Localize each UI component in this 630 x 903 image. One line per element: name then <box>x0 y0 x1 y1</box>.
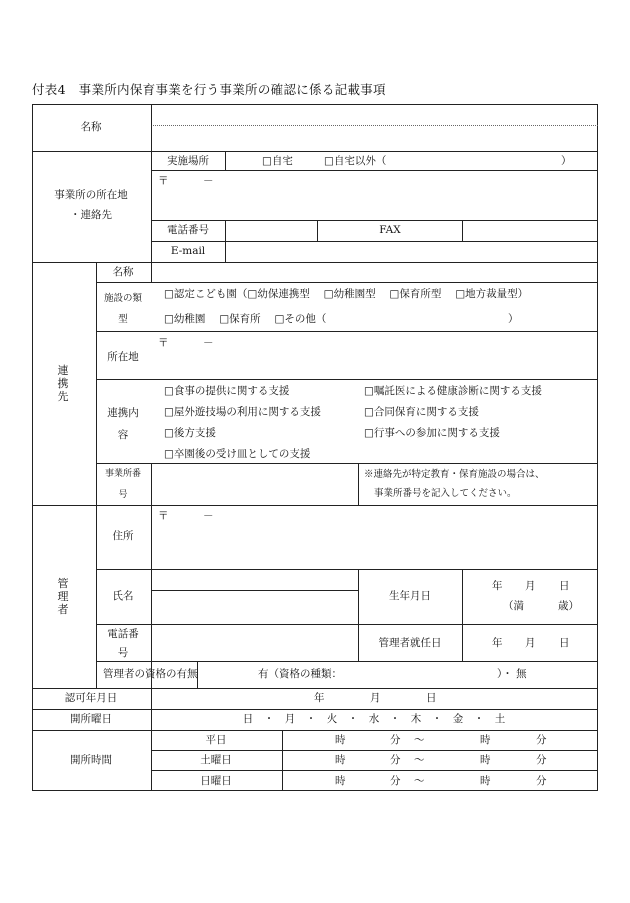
open-days-label: 開所曜日 <box>70 713 112 725</box>
column-divider <box>317 220 318 241</box>
manager-address-label: 住所 <box>112 530 134 542</box>
approval-day: 日 <box>426 692 437 704</box>
age-open: （満 <box>503 600 524 612</box>
birth-date-label: 生年月日 <box>389 590 431 602</box>
partner-postal-mark: 〒 <box>158 337 169 349</box>
content-option[interactable]: □食事の提供に関する支援 <box>164 385 290 397</box>
option-other-checkbox[interactable]: □自宅以外（ <box>324 155 387 167</box>
postal-mark: 〒 <box>158 175 169 187</box>
facility-type-label: 施設の類 <box>103 293 143 304</box>
phone-field[interactable] <box>226 221 316 240</box>
qualification-none-option[interactable]: ）・ 無 <box>497 668 527 680</box>
partner-section-label: 連携先 <box>57 364 69 403</box>
hours-end-hour: 時 <box>480 754 491 766</box>
hours-start-hour: 時 <box>335 775 346 787</box>
content-option[interactable]: □合同保育に関する支援 <box>364 406 479 418</box>
row-divider <box>151 770 598 771</box>
birth-month: 月 <box>525 580 536 592</box>
manager-address-field[interactable] <box>152 506 597 568</box>
content-option[interactable]: □屋外遊技場の利用に関する支援 <box>164 406 321 418</box>
row-divider <box>32 709 598 710</box>
qualification-have-option[interactable]: 有（資格の種類： <box>258 668 342 680</box>
facility-type-close: ） <box>508 313 519 325</box>
content-option[interactable]: □卒園後の受け皿としての支援 <box>164 448 311 460</box>
content-option[interactable]: □行事への参加に関する支援 <box>364 427 500 439</box>
phone-label: 電話番号 <box>167 224 209 236</box>
appointed-year: 年 <box>492 637 503 649</box>
content-option[interactable]: □嘱託医による健康診断に関する支援 <box>364 385 542 397</box>
appointed-day: 日 <box>559 637 570 649</box>
option-home-checkbox[interactable]: □自宅 <box>262 155 293 167</box>
hours-sep: ～ <box>414 754 425 766</box>
hours-sep: ～ <box>414 775 425 787</box>
row-divider <box>96 282 598 283</box>
partner-name-field[interactable] <box>152 263 597 282</box>
content-option[interactable]: □後方支援 <box>164 427 216 439</box>
approval-month: 月 <box>370 692 381 704</box>
hours-end-min: 分 <box>536 754 547 766</box>
column-divider <box>462 569 463 661</box>
manager-name-label: 氏名 <box>112 590 134 602</box>
business-number-label-2: 号 <box>118 490 128 500</box>
partner-content-label-2: 容 <box>117 429 129 441</box>
hours-end-min: 分 <box>536 734 547 746</box>
age-close: 歳） <box>558 600 579 612</box>
row-divider <box>32 730 598 731</box>
partner-address-field[interactable] <box>152 332 597 378</box>
hours-sep: ～ <box>414 734 425 746</box>
location-label: 実施場所 <box>167 155 209 167</box>
hours-start-min: 分 <box>390 754 401 766</box>
column-divider <box>282 730 283 791</box>
hours-row-day: 土曜日 <box>200 754 232 766</box>
row-divider <box>32 688 598 689</box>
manager-name-field[interactable] <box>152 591 357 623</box>
email-label: E-mail <box>170 245 206 257</box>
column-divider <box>358 463 359 505</box>
hours-start-hour: 時 <box>335 734 346 746</box>
hours-start-hour: 時 <box>335 754 346 766</box>
hours-row-day: 平日 <box>205 734 227 746</box>
birth-day: 日 <box>559 580 570 592</box>
partner-address-label: 所在地 <box>107 351 139 363</box>
address-section-label: 事業所の所在地 <box>54 189 128 201</box>
address-field[interactable] <box>152 171 597 219</box>
partner-postal-dash: － <box>203 337 214 349</box>
fax-label: FAX <box>379 224 401 236</box>
hours-end-hour: 時 <box>480 734 491 746</box>
row-divider <box>96 661 598 662</box>
business-number-field[interactable] <box>152 464 357 504</box>
email-field[interactable] <box>226 242 597 261</box>
approval-date-label: 認可年月日 <box>64 692 118 704</box>
hours-start-min: 分 <box>390 775 401 787</box>
row-divider <box>32 151 598 152</box>
name-field[interactable] <box>152 105 597 150</box>
column-divider <box>151 688 152 791</box>
business-number-label: 事業所番 <box>104 469 142 479</box>
appointed-date-label: 管理者就任日 <box>378 637 442 649</box>
qualification-label: 管理者の資格の有無 <box>103 668 198 680</box>
approval-year: 年 <box>314 692 325 704</box>
column-divider <box>225 151 226 170</box>
facility-type-label-2: 型 <box>118 314 128 325</box>
hours-end-min: 分 <box>536 775 547 787</box>
row-divider <box>151 750 598 751</box>
column-divider <box>96 262 97 688</box>
business-number-note: ※連絡先が特定教育・保育施設の場合は、 <box>364 469 545 480</box>
manager-phone-field[interactable] <box>152 625 357 660</box>
appointed-month: 月 <box>525 637 536 649</box>
postal-dash: － <box>203 175 214 187</box>
manager-phone-label: 電話番 <box>107 628 139 640</box>
open-days-options[interactable]: 日 ・ 月 ・ 火 ・ 水 ・ 木 ・ 金 ・ 土 <box>242 713 506 725</box>
address-section-label-2: ・連絡先 <box>70 209 112 221</box>
row-divider <box>96 379 598 380</box>
hours-row-day: 日曜日 <box>200 775 232 787</box>
open-hours-label: 開所時間 <box>70 754 112 766</box>
manager-section-label: 管理者 <box>57 577 69 616</box>
partner-content-label: 連携内 <box>107 407 139 419</box>
manager-postal-mark: 〒 <box>158 510 169 522</box>
facility-type-options-row2[interactable]: □幼稚園 □保育所 □その他（ <box>164 313 327 325</box>
name-label: 名称 <box>80 121 102 133</box>
facility-type-options-row1[interactable]: □認定こども園（□幼保連携型 □幼稚園型 □保育所型 □地方裁量型） <box>164 288 529 300</box>
manager-phone-label-2: 号 <box>117 647 129 659</box>
document-title: 付表4 事業所内保育事業を行う事業所の確認に係る記載事項 <box>32 82 386 97</box>
fax-field[interactable] <box>463 221 597 240</box>
manager-name-kana-field[interactable] <box>152 570 357 589</box>
manager-postal-dash: － <box>203 510 214 522</box>
hours-start-min: 分 <box>390 734 401 746</box>
business-number-note-2: 事業所番号を記入してください。 <box>374 488 517 499</box>
option-other-close: ） <box>561 155 572 167</box>
partner-name-label: 名称 <box>112 266 134 278</box>
birth-year: 年 <box>492 580 503 592</box>
hours-end-hour: 時 <box>480 775 491 787</box>
column-divider <box>358 569 359 661</box>
